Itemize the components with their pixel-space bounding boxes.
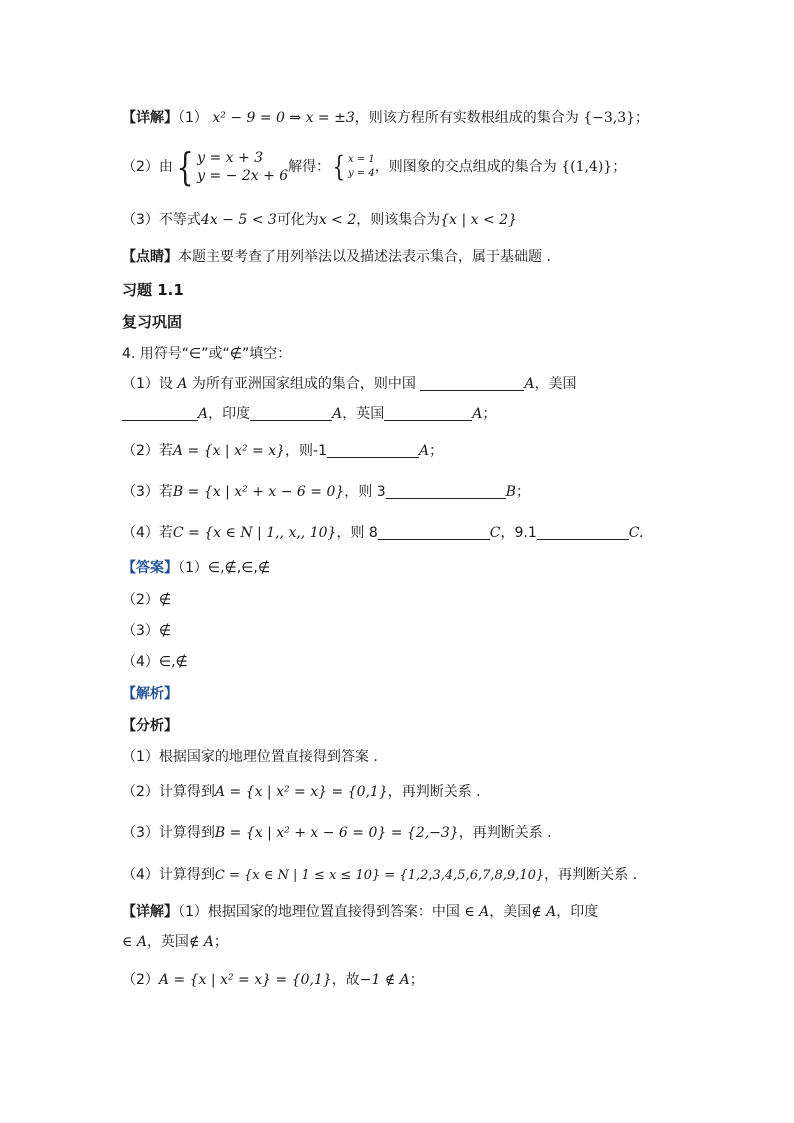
explanation-tag: 【解析】 (122, 686, 178, 702)
question-4-part-4: （4）若C = {x ∈ N | 1,, x,, 10}，则 8 C，9.1 C. (122, 525, 644, 541)
detail-line-3: （3）不等式4x − 5 < 3可化为x < 2，则该集合为{x | x < 2} (122, 212, 518, 228)
set-notation: {−3,3} (583, 110, 636, 126)
question-4-part-1-cont: A，印度 A，英国 A； (122, 403, 496, 425)
answer-line-4: （4）∈,∉ (122, 654, 188, 670)
comment-line: 【点睛】本题主要考查了用列举法以及描述法表示集合，属于基础题 . (122, 249, 551, 265)
answer-line-2: （2）∉ (122, 592, 172, 608)
answer-blank[interactable] (122, 404, 198, 421)
solution-system: { x = 1 y = 4 (332, 150, 375, 183)
answer-line-3: （3）∉ (122, 623, 172, 639)
question-4-part-1: （1）设 A 为所有亚洲国家组成的集合，则中国 A，美国 (122, 376, 577, 392)
question-4: 4. 用符号“∈”或“∉”填空： (122, 346, 292, 362)
answer-tag: 【答案】 (122, 560, 178, 576)
analysis-line-1: （1）根据国家的地理位置直接得到答案 . (122, 749, 378, 765)
question-4-part-2: （2）若A = {x | x² = x}，则-1 A； (122, 443, 444, 459)
answer-blank[interactable] (386, 482, 506, 499)
section-heading: 习题 1.1 (122, 281, 184, 299)
detail-2-line-1: 【详解】（1）根据国家的地理位置直接得到答案：中国 ∈ A，美国∉ A，印度 (122, 904, 599, 920)
answer-blank[interactable] (378, 523, 490, 540)
answer-blank[interactable] (420, 374, 524, 391)
detail-tag: 【详解】 (122, 110, 178, 126)
detail-line-2: （2）由{ y = x + 3 y = − 2x + 6解得：{ x = 1 y = 4，则图象的交点组成的集合为 {(1,4)}； (122, 145, 627, 189)
comment-tag: 【点睛】 (122, 249, 178, 265)
analysis-line-2: （2）计算得到A = {x | x² = x} = {0,1}，再判断关系 . (122, 784, 481, 800)
analysis-tag: 【分析】 (122, 718, 178, 734)
set-notation: {(1,4)} (561, 159, 613, 175)
subsection-heading: 复习巩固 (122, 313, 183, 331)
detail-2-line-2: ∈ A，英国∉ A； (122, 934, 228, 950)
answer-blank[interactable] (250, 404, 332, 421)
detail-2-line-3: （2）A = {x | x² = x} = {0,1}，故−1 ∉ A； (122, 972, 424, 988)
question-4-part-3: （3）若B = {x | x² + x − 6 = 0}，则 3 B； (122, 484, 530, 500)
equation: x² − 9 = 0 ⇒ x = ±3 (212, 110, 355, 126)
detail-tag: 【详解】 (122, 904, 178, 920)
equation-system: { y = x + 3 y = − 2x + 6 (176, 145, 289, 189)
answer-blank[interactable] (384, 404, 472, 421)
detail-line-1: 【详解】（1） x² − 9 = 0 ⇒ x = ±3，则该方程所有实数根组成的集合为 {−3,3}； (122, 110, 650, 126)
answer-line-1: 【答案】（1）∈,∉,∈,∉ (122, 560, 271, 576)
answer-blank[interactable] (327, 441, 419, 458)
analysis-line-4: （4）计算得到C = {x ∈ N | 1 ≤ x ≤ 10} = {1,2,3,4,5,6,7,8,9,10}，再判断关系 . (122, 867, 638, 883)
answer-blank[interactable] (537, 523, 629, 540)
analysis-line-3: （3）计算得到B = {x | x² + x − 6 = 0} = {2,−3}，再判断关系 . (122, 825, 552, 841)
set-notation: {x | x < 2} (440, 212, 518, 228)
